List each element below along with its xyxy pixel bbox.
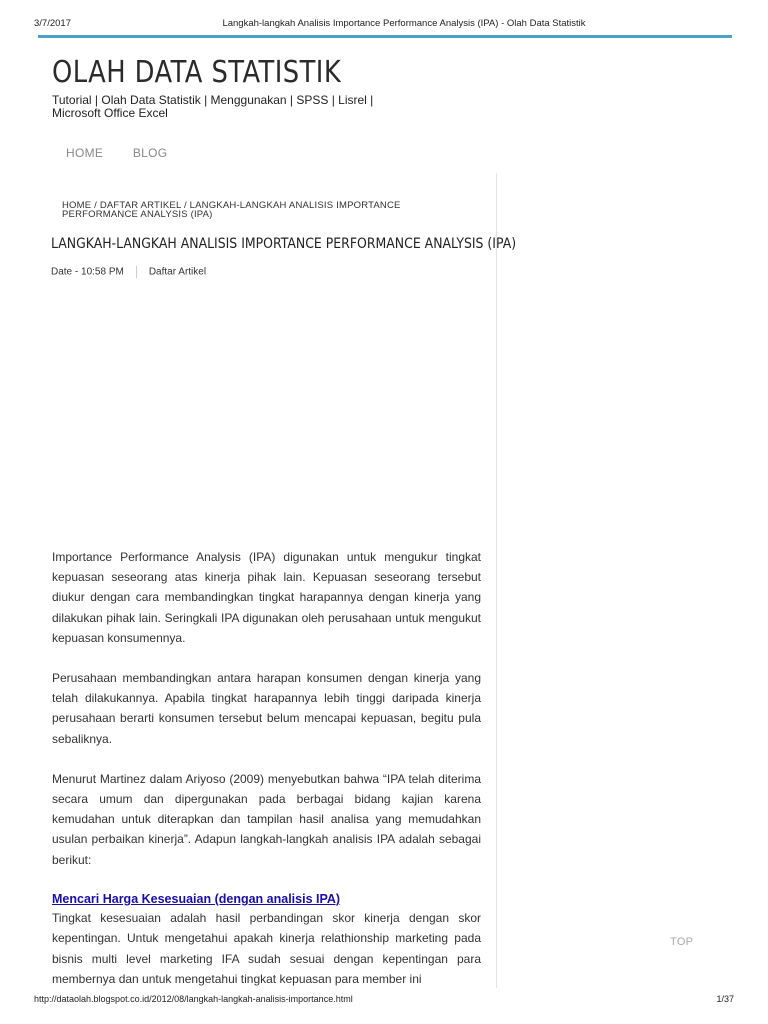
post-meta — [51, 266, 206, 278]
breadcrumb[interactable]: HOME / DAFTAR ARTIKEL / LANGKAH-LANGKAH ANALISIS IMPORTANCE PERFORMANCE ANALYSIS (IPA) — [62, 200, 401, 220]
post-title: LANGKAH-LANGKAH ANALISIS IMPORTANCE PERFORMANCE ANALYSIS (IPA) — [51, 236, 517, 252]
print-title: Langkah-langkah Analisis Importance Performance Analysis (IPA) - Olah Data Statistik — [222, 18, 586, 29]
site-description: Tutorial | Olah Data Statistik | Menggunakan | SPSS | Lisrel | Microsoft Office Excel — [52, 93, 374, 120]
nav-item-blog[interactable]: BLOG — [132, 146, 168, 160]
print-url: http://dataolah.blogspot.co.id/2012/08/langkah-langkah-analisis-importance.html — [34, 994, 353, 1004]
subheading — [52, 890, 481, 908]
main-nav — [66, 146, 193, 160]
top-accent-bar — [38, 35, 732, 38]
nav-item-home[interactable]: HOME — [66, 146, 104, 160]
page-number: 1/37 — [716, 994, 734, 1004]
paragraph: Menurut Martinez dalam Ariyoso (2009) menyebutkan bahwa “IPA telah diterima secara umum dan dipergunakan pada berbagai bidang kajian karena kemudahan untuk diterapkan dan tampilan hasil analisa yang memudahkan usulan perbaikan kinerja”. Adapun langkah-langkah analisis IPA adalah sebagai berikut: — [52, 771, 481, 867]
meta-separator — [136, 266, 137, 278]
print-date: 3/7/2017 — [34, 18, 71, 29]
paragraph: Tingkat kesesuaian adalah hasil perbandingan skor kinerja dengan skor kepentingan. Untuk mengetahui apakah kinerja relathionship marketing pada bisnis multi level marketing IFA sudah sesuai dengan kepentingan para membernya dan untuk mengetahui tingkat kepuasan para member ini — [52, 910, 481, 987]
site-title[interactable]: OLAH DATA STATISTIK — [52, 55, 342, 90]
post-body — [52, 547, 481, 990]
back-to-top-button[interactable]: TOP — [670, 936, 694, 948]
subheading-link[interactable]: Mencari Harga Kesesuaian (dengan analisis IPA) — [52, 891, 341, 906]
print-header — [34, 18, 734, 30]
paragraph: Importance Performance Analysis (IPA) digunakan untuk mengukur tingkat kepuasan seseorang atas kinerja pihak lain. Kepuasan seseorang tersebut diukur dengan cara membandingkan tingkat harapannya dengan kinerja yang dilakukan pihak lain. Seringkali IPA digunakan oleh perusahaan untuk mengukut kepuasan konsumennya. — [52, 550, 481, 645]
paragraph: Perusahaan membandingkan antara harapan konsumen dengan kinerja yang telah dilakukannya. Apabila tingkat harapannya lebih tinggi daripada kinerja perusahaan berarti konsumen tersebut belum mencapai kepuasan, begitu pula sebaliknya. — [52, 671, 481, 746]
post-category[interactable]: Daftar Artikel — [148, 266, 207, 278]
sidebar-divider — [496, 173, 497, 988]
print-footer — [34, 994, 734, 1006]
post-date: Date - 10:58 PM — [51, 266, 124, 278]
